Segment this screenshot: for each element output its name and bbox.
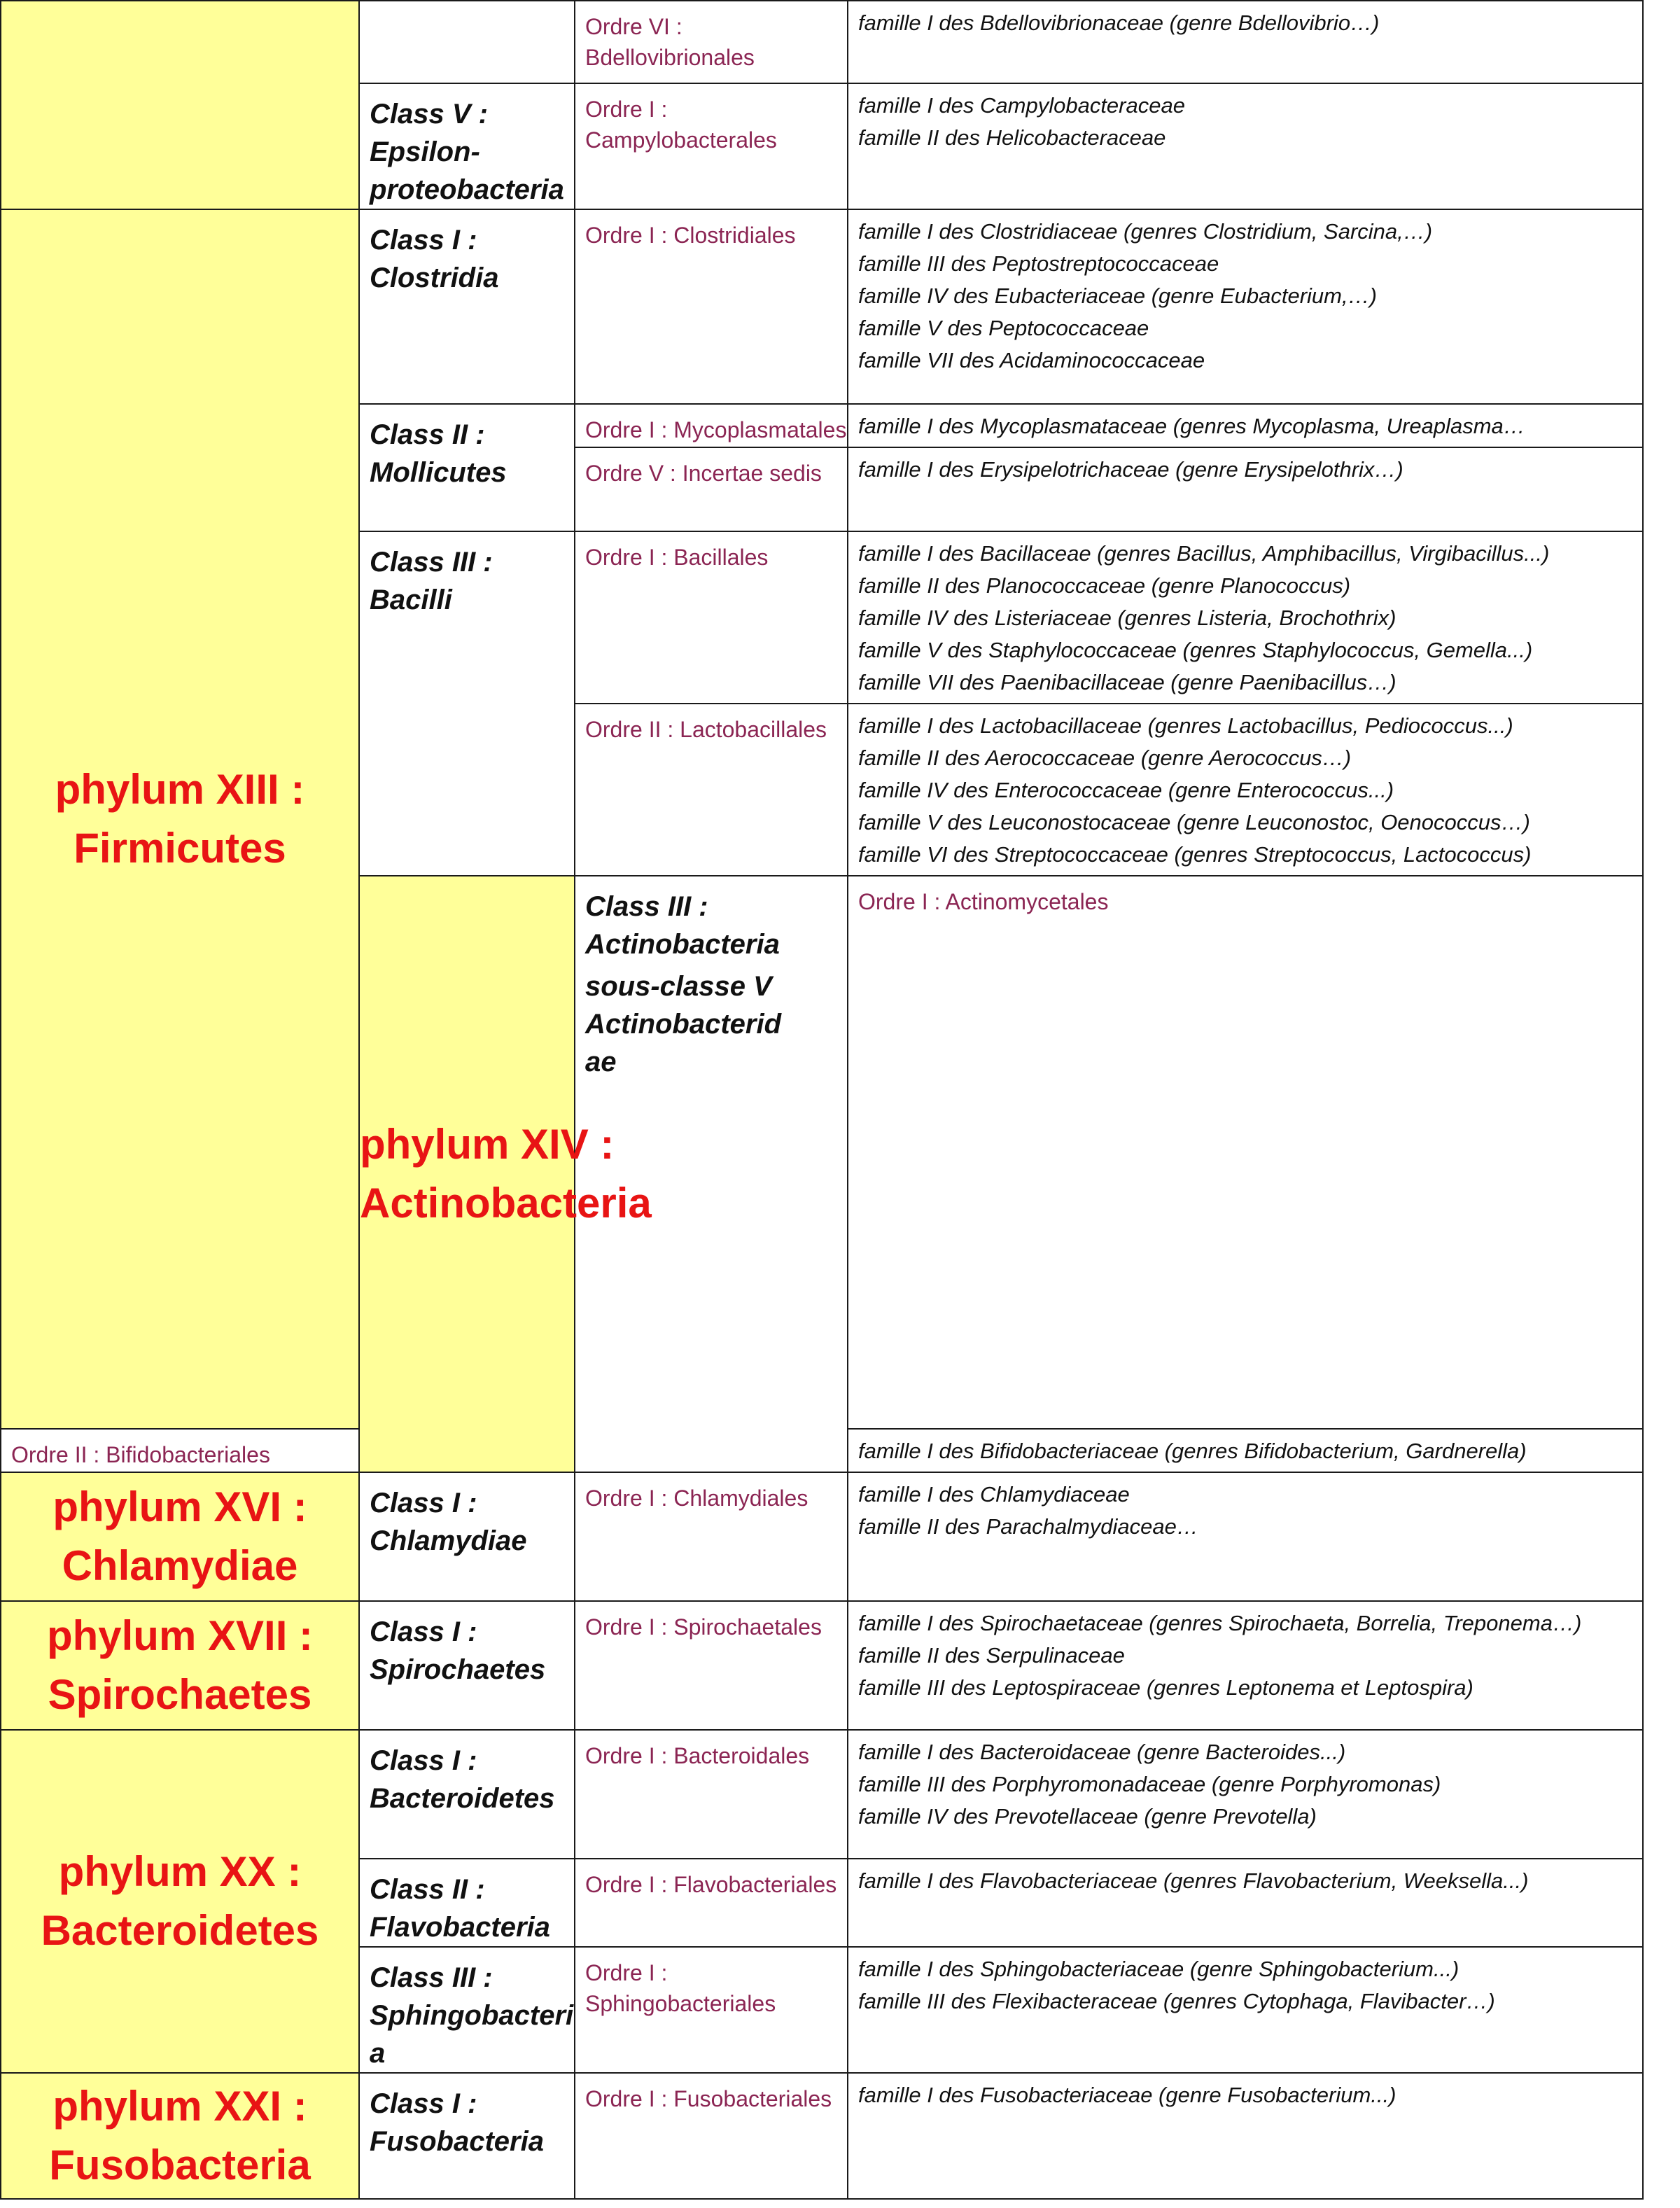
family-entry: famille V des Leuconostocaceae (genre Leuconostoc, Oenococcus…) [858,810,1530,834]
order-name: Bdellovibrionales [585,45,755,70]
class-cell [359,1472,575,1601]
class-cell [359,83,575,209]
class-name: Class III : [370,547,493,578]
order-name: Ordre I : Fusobacteriales [585,2086,832,2111]
family-entry: famille I des Mycoplasmataceae (genres Mycoplasma, Ureaplasma… [858,414,1525,438]
family-entry: famille V des Staphylococcaceae (genres Staphylococcus, Gemella...) [858,638,1533,662]
family-cell [848,209,1643,404]
class-name: Class II : [370,419,485,450]
family-cell [848,1601,1643,1730]
order-name: Ordre II : Bifidobacteriales [11,1442,270,1467]
family-entry: famille I des Bacteroidaceae (genre Bacteroides...) [858,1740,1346,1764]
family-cell [848,1429,1643,1472]
family-cell [848,1859,1643,1947]
class-cell [575,876,848,1472]
order-name: Ordre I : Actinomycetales [858,889,1109,914]
class-name: Class III : [370,1962,493,1993]
family-entry: famille III des Peptostreptococcaceae [858,251,1219,276]
phylum-cell [1,209,359,1429]
family-entry: famille V des Peptococcaceae [858,316,1149,340]
phylum-name: Fusobacteria [49,2141,311,2188]
order-cell [575,1601,848,1730]
order-cell [575,1,848,83]
phylum-name: Chlamydiae [62,1542,298,1589]
family-entry: famille I des Spirochaetaceae (genres Spirochaeta, Borrelia, Treponema…) [858,1611,1582,1635]
order-cell [575,1859,848,1947]
family-cell [848,447,1643,531]
family-entry: famille II des Aerococcaceae (genre Aerococcus…) [858,746,1352,770]
order-name: Ordre I : Bacteroidales [585,1743,810,1768]
class-name: Bacteroidetes [370,1783,555,1814]
order-cell [575,1472,848,1601]
family-cell [848,1,1643,83]
class-name: Class II : [370,1874,485,1905]
phylum-cell [1,2073,359,2199]
order-name: Ordre I : [585,97,668,122]
family-entry: famille IV des Eubacteriaceae (genre Eubacterium,…) [858,284,1377,308]
class-name: Flavobacteria [370,1912,550,1943]
family-entry: famille IV des Listeriaceae (genres Listeria, Brochothrix) [858,606,1396,630]
order-cell [575,2073,848,2199]
class-name: Chlamydiae [370,1525,527,1556]
class-cell [359,1,575,83]
class-name: a [370,2038,386,2069]
class-name: Class I : [370,1616,477,1647]
phylum-cell [1,1,359,209]
family-cell [848,404,1643,447]
family-entry: famille IV des Prevotellaceae (genre Prevotella) [858,1804,1317,1829]
family-entry: famille I des Campylobacteraceae [858,93,1185,118]
order-name: Ordre I : Bacillales [585,545,769,570]
family-cell [848,1730,1643,1859]
family-entry: famille III des Flexibacteraceae (genres Cytophaga, Flavibacter…) [858,1989,1495,2013]
class-name: Class V : [370,99,488,130]
family-cell [848,83,1643,209]
class-name: Clostridia [370,263,499,293]
family-entry: famille VII des Acidaminococcaceae [858,348,1205,372]
phylum-name: phylum XIII : [55,766,305,813]
phylum-name: phylum XXI : [52,2083,307,2130]
class-name: Class I : [370,2088,477,2119]
subclass-name: sous-classe V [585,971,772,1002]
phylum-name: Spirochaetes [48,1671,312,1718]
order-name: Sphingobacteriales [585,1991,776,2016]
phylum-name: Actinobacteria [360,1180,652,1227]
order-name: Ordre V : Incertae sedis [585,461,822,486]
family-entry: famille I des Lactobacillaceae (genres Lactobacillus, Pediococcus...) [858,713,1513,738]
family-entry: famille I des Fusobacteriaceae (genre Fusobacterium...) [858,2083,1396,2107]
family-entry: famille II des Helicobacteraceae [858,125,1166,150]
order-cell [575,1730,848,1859]
class-cell [359,1601,575,1730]
order-name: Ordre I : Flavobacteriales [585,1872,837,1897]
phylum-name: phylum XIV : [360,1121,615,1168]
order-name: Campylobacterales [585,127,777,153]
phylum-cell [1,1601,359,1730]
family-entry: famille I des Bdellovibrionaceae (genre Bdellovibrio…) [858,11,1380,35]
class-name: Sphingobacteri [370,2000,574,2031]
order-name: Ordre I : Chlamydiales [585,1486,808,1511]
class-name: Epsilon- [370,137,480,167]
order-name: Ordre VI : [585,14,682,39]
order-cell [575,1947,848,2073]
order-cell [1,1429,359,1472]
family-cell [848,704,1643,876]
order-cell [575,209,848,404]
family-entry: famille III des Leptospiraceae (genres Leptonema et Leptospira) [858,1675,1474,1700]
family-entry: famille VI des Streptococcaceae (genres Streptococcus, Lactococcus) [858,842,1532,867]
class-cell [359,531,575,876]
order-name: Ordre I : Mycoplasmatales [585,417,847,442]
family-entry: famille I des Clostridiaceae (genres Clostridium, Sarcina,…) [858,219,1433,244]
class-name: Class I : [370,1488,477,1518]
phylum-name: phylum XX : [58,1848,302,1895]
class-cell [359,404,575,531]
phylum-cell [1,1472,359,1601]
family-entry: famille II des Serpulinaceae [858,1643,1125,1668]
family-entry: famille II des Planococcaceae (genre Planococcus) [858,573,1351,598]
family-entry: famille I des Sphingobacteriaceae (genre Sphingobacterium...) [858,1957,1460,1981]
class-cell [359,2073,575,2199]
phylum-name: Firmicutes [74,825,286,872]
order-cell [575,404,848,447]
subclass-name: Actinobacterid [585,1009,782,1040]
order-name: Ordre I : Spirochaetales [585,1614,822,1640]
class-name: Mollicutes [370,457,507,488]
phylum-cell [1,1730,359,2073]
family-entry: famille I des Flavobacteriaceae (genres Flavobacterium, Weeksella...) [858,1868,1529,1893]
class-name: Class I : [370,225,477,256]
phylum-name: Bacteroidetes [41,1907,319,1954]
order-cell [575,83,848,209]
family-entry: famille IV des Enterococcaceae (genre Enterococcus...) [858,778,1394,802]
family-cell [848,1947,1643,2073]
family-entry: famille I des Chlamydiaceae [858,1482,1130,1507]
family-entry: famille III des Porphyromonadaceae (genre Porphyromonas) [858,1772,1441,1796]
order-cell [848,876,1643,1429]
phylum-name: phylum XVII : [46,1612,314,1659]
family-entry: famille I des Bacillaceae (genres Bacillus, Amphibacillus, Virgibacillus...) [858,541,1550,566]
class-name: proteobacteria [370,174,564,205]
class-name: Bacilli [370,585,452,615]
class-cell [359,1947,575,2073]
phylum-name: phylum XVI : [52,1483,307,1530]
class-name: Fusobacteria [370,2126,544,2157]
subclass-name: ae [585,1047,617,1077]
family-cell [848,2073,1643,2199]
order-cell [575,704,848,876]
family-entry: famille I des Erysipelotrichaceae (genre Erysipelothrix…) [858,457,1404,482]
class-cell [359,1730,575,1859]
class-cell [359,1859,575,1947]
order-name: Ordre I : [585,1960,668,1985]
order-name: Ordre I : Clostridiales [585,223,796,248]
class-name: Spirochaetes [370,1654,546,1685]
class-name: Actinobacteria [585,929,780,960]
class-name: Class I : [370,1745,477,1776]
order-cell [575,447,848,531]
family-cell [848,1472,1643,1601]
family-entry: famille II des Parachalmydiaceae… [858,1514,1198,1539]
family-cell [848,531,1643,704]
order-name: Ordre II : Lactobacillales [585,717,827,742]
order-cell [575,531,848,704]
class-name: Class III : [585,891,708,922]
family-entry: famille VII des Paenibacillaceae (genre Paenibacillus…) [858,670,1396,694]
class-cell [359,209,575,404]
family-entry: famille I des Bifidobacteriaceae (genres Bifidobacterium, Gardnerella) [858,1439,1527,1463]
